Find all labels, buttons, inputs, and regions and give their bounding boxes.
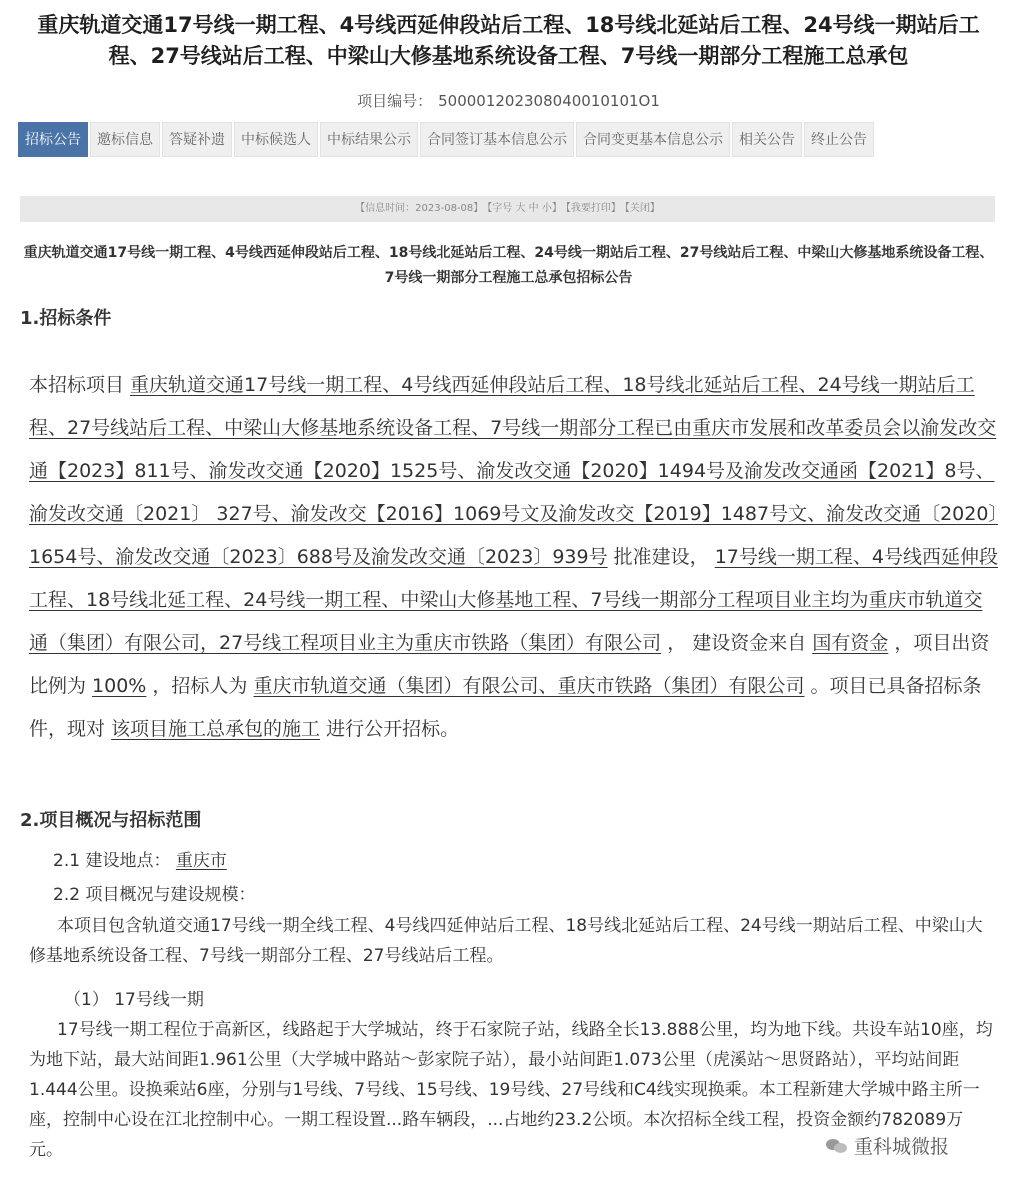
font-size-control[interactable]: 【字号 大 中 小】: [487, 203, 562, 214]
subsection-17-text: 17号线一期工程位于高新区，线路起于大学城站，终于石家院子站，线路全长13.888公里，均为地下线。共设车站10座，均为地下站，最大站间距1.961公里（大学城中路站～彭家院子站），最小站间距1.073公里（虎溪站～思贤路站），平均站间距1.444公里。设换乘站6座，分别与1号线、7号线、15号线、19号线、27号线和C4线实现换乘。本工程新建大学城中路主所一座，控制中心设在江北控制中心。一期工程设置...路车辆段，...占地约23.2公顷。本次招标全线工程，投资金额约782089万元。: [29, 1020, 993, 1160]
section1-body: 本招标项目 重庆轨道交通17号线一期工程、4号线西延伸段站后工程、18号线北延站后工程、24号线一期站后工程、27号线站后工程、中梁山大修基地系统设备工程、7号线一期部分工程已由重庆市发展和改革委员会以渝发改交通【2023】811号、渝发改交通【2020】1525号、渝发改交通【2020】1494号及渝发改交通函【2021】8号、渝发改交通〔2021〕 327号、渝发改交【2016】1069号文及渝发改交【2019】1487号文、渝发改交通〔2020〕1654号、渝发改交通〔2023〕688号及渝发改交通〔2023〕939号 批准建设， 17号线一期工程、4号线西延伸段工程、18号线北延工程、24号线一期工程、中梁山大修基地工程、7号线一期部分工程项目业主均为重庆市轨道交通（集团）有限公司，27号线工程项目业主为重庆市铁路（集团）有限公司 ， 建设资金来自 国有资金 ，项目出资比例为 100% ，招标人为 重庆市轨道交通（集团）有限公司、重庆市铁路（集团）有限公司 。项目已具备招标条件，现对 该项目施工总承包的施工 进行公开招标。: [29, 374, 998, 740]
watermark: [822, 1132, 953, 1159]
tab-contract-change[interactable]: 合同变更基本信息公示: [576, 122, 730, 157]
tenderer: 重庆市轨道交通（集团）有限公司、重庆市铁路（集团）有限公司: [253, 675, 805, 697]
location-line: 2.1 建设地点： 重庆市: [53, 851, 227, 871]
project-name-link: 重庆轨道交通17号线一期工程、4号线西延伸段站后工程、18号线北延站后工程、24号线一期站后工程、27号线站后工程、中梁山大修基地系统设备工程、7号线一期部分工程已由重庆市发展和改革委员会以渝发改交通【2023】811号、渝发改交通【2020】1525号、渝发改交通【2020】1494号及渝发改交通函【2021】8号、渝发改交通〔2021〕 327号、渝发改交【2016】1069号文及渝发改交【2019】1487号文、渝发改交通〔2020〕1654号、渝发改交通〔2023〕688号及渝发改交通〔2023〕939: [29, 374, 998, 568]
project-number-label: 项目编号：: [357, 92, 433, 110]
notice-subtitle: 重庆轨道交通17号线一期工程、4号线西延伸段站后工程、18号线北延站后工程、24号线一期站后工程、27号线站后工程、中梁山大修基地系统设备工程、7号线一期部分工程施工总承包招标公告: [23, 245, 994, 286]
tab-award-result[interactable]: 中标结果公示: [320, 122, 418, 157]
wechat-icon: [826, 1137, 848, 1155]
tab-winning-candidates[interactable]: 中标候选人: [234, 122, 318, 157]
tab-bidding-notice[interactable]: 招标公告: [18, 122, 88, 157]
bid-scope: 该项目施工总承包的施工: [111, 718, 321, 740]
watermark-text: 重科城微报: [854, 1136, 950, 1158]
fund-source: 国有资金: [812, 632, 889, 654]
subsection-17-label: （1） 17号线一期: [64, 990, 204, 1010]
tab-invitation-info[interactable]: 邀标信息: [90, 122, 160, 157]
info-bar: [20, 196, 995, 222]
tab-termination[interactable]: 终止公告: [804, 122, 874, 157]
fund-ratio: 100%: [92, 675, 147, 697]
tab-related-notices[interactable]: 相关公告: [732, 122, 802, 157]
project-owner: 17号线一期工程、4号线西延伸段工程、18号线北延工程、24号线一期工程、中梁山大修基地工程、7号线一期部分工程项目业主均为重庆市轨道交通（集团）有限公司，27号线工程项目业主为重庆市铁路（集团）有限公司: [29, 546, 998, 654]
close-link[interactable]: 【关闭】: [624, 203, 660, 214]
location-value: 重庆市: [175, 851, 227, 871]
tab-bar: [18, 122, 876, 157]
overview-paragraph: 本项目包含轨道交通17号线一期全线工程、4号线四延伸站后工程、18号线北延站后工程、24号线一期站后工程、中梁山大修基地系统设备工程、7号线一期部分工程、27号线站后工程。: [29, 916, 983, 966]
project-number-value: 500001202308040010101O1: [438, 92, 660, 110]
section2-heading: 2.项目概况与招标范围: [20, 810, 202, 831]
tab-qa-addendum[interactable]: 答疑补遗: [162, 122, 232, 157]
info-time: 【信息时间：2023-08-08】: [355, 203, 484, 214]
scale-label: 2.2 项目概况与建设规模：: [53, 885, 256, 905]
section1-heading: 1.招标条件: [20, 308, 112, 329]
print-link[interactable]: 【我要打印】: [565, 203, 621, 214]
page-title: 重庆轨道交通17号线一期工程、4号线西延伸段站后工程、18号线北延站后工程、24号线一期站后工程、27号线站后工程、中梁山大修基地系统设备工程、7号线一期部分工程施工总承包: [37, 13, 980, 68]
project-number: [0, 90, 1017, 111]
tab-contract-signing[interactable]: 合同签订基本信息公示: [420, 122, 574, 157]
